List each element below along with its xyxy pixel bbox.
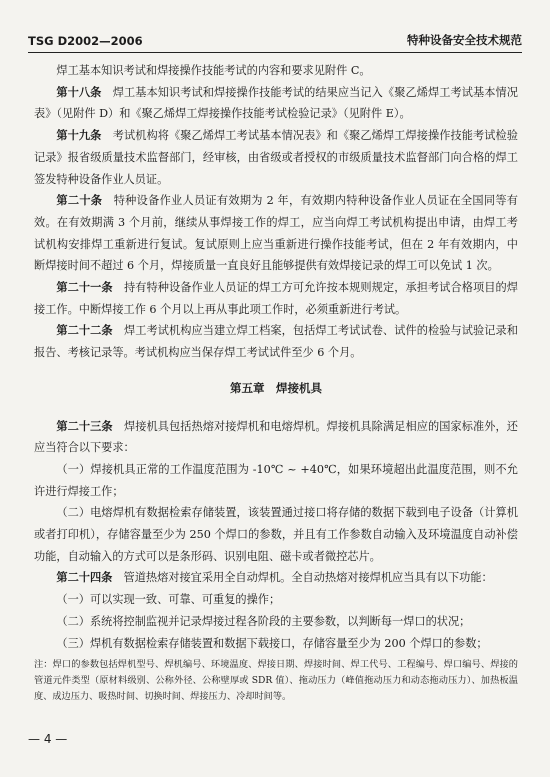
article-label: 第十九条 xyxy=(56,129,102,143)
article-text: 焊工基本知识考试和焊接操作技能考试的结果应当记入《聚乙烯焊工考试基本情况表》（见附件 D）和《聚乙烯焊工焊接操作技能考试检验记录》（见附件 E）。 xyxy=(34,85,518,121)
article-18 xyxy=(34,82,518,125)
article-label: 第二十三条 xyxy=(56,419,113,433)
standard-code: TSG D2002—2006 xyxy=(28,34,143,48)
list-item: （三）焊机有数据检索存储装置和数据下载接口，存储容量至少为 200 个焊口的参数； xyxy=(56,636,488,650)
series-title: 特种设备安全技术规范 xyxy=(407,33,522,47)
page-body xyxy=(34,60,518,705)
list-item: （一）可以实现一致、可靠、可重复的操作； xyxy=(56,593,281,607)
article-text: 管道热熔对接宜采用全自动焊机。全自动热熔对接焊机应当具有以下功能： xyxy=(123,571,493,585)
list-item: （二）系统将控制监视并记录焊接过程各阶段的主要参数，以判断每一焊口的状况； xyxy=(56,614,471,628)
article-21 xyxy=(34,277,518,320)
article-label: 第十八条 xyxy=(56,85,102,99)
article-text: 焊接机具包括热熔对接焊机和电熔焊机。焊接机具除满足相应的国家标准外，还应当符合以下要求： xyxy=(34,419,518,455)
article-text: 考试机构将《聚乙烯焊工考试基本情况表》和《聚乙烯焊工焊接操作技能考试检验记录》报省级质量技术监督部门，经审核，由省级或者授权的市级质量技术监督部门向合格的焊工签发特种设备作业人员证。 xyxy=(34,129,518,186)
article-text: 焊工考试机构应当建立焊工档案，包括焊工考试试卷、试件的检验与试验记录和报告、考核记录等。考试机构应当保存焊工考试试件至少 6 个月。 xyxy=(34,324,518,360)
article-label: 第二十一条 xyxy=(56,281,113,295)
paragraph xyxy=(34,60,518,82)
chapter-heading: 第五章 焊接机具 xyxy=(230,380,322,395)
footnote: 注：焊口的参数包括焊机型号、焊机编号、环境温度、焊接日期、焊接时间、焊工代号、工程编号、焊口编号、焊接的管道元件类型（原材料级别、公称外径、公称壁厚或 SDR 值）、拖动压力（峰值拖动压力和动态拖动压力）、加热板温度、成边压力、吸热时间、切换时间、焊接压力、冷却时间等。 xyxy=(34,659,518,703)
article-label: 第二十四条 xyxy=(56,571,113,585)
list-item: （一）焊接机具正常的工作温度范围为 -10℃ ~ +40℃，如果环境超出此温度范围，则不允许进行焊接工作； xyxy=(34,462,518,498)
paragraph-text: 焊工基本知识考试和焊接操作技能考试的内容和要求见附件 C。 xyxy=(56,64,371,77)
article-20 xyxy=(34,190,518,277)
article-text: 特种设备作业人员证有效期为 2 年，有效期内特种设备作业人员证在全国同等有效。在有效期满 3 个月前，继续从事焊接工作的焊工，应当向焊工考试机构提出申请，由焊工考试机构安排焊工重新进行复试。复试原则上应当重新进行操作技能考试，但在 2 年有效期内，中断焊接时间不超过 6 个月，焊接质量一直良好且能够提供有效焊接记录的焊工可以免试 1 次。 xyxy=(34,194,518,273)
article-24 xyxy=(34,567,518,589)
article-19 xyxy=(34,125,518,190)
article-label: 第二十二条 xyxy=(56,324,113,338)
article-label: 第二十条 xyxy=(56,194,103,208)
article-23 xyxy=(34,416,518,459)
article-22 xyxy=(34,320,518,363)
page-number: — 4 — xyxy=(28,732,68,746)
running-header xyxy=(28,30,522,53)
list-item: （二）电熔焊机有数据检索存储装置，该装置通过接口将存储的数据下载到电子设备（计算机或者打印机），存储容量至少为 250 个焊口的参数，并且有工作参数自动输入及环境温度自动补偿功能，自动输入的方式可以是条形码、识别电阻、磁卡或者微控芯片。 xyxy=(34,506,518,563)
article-text: 持有特种设备作业人员证的焊工方可允许按本规则规定，承担考试合格项目的焊接工作。中断焊接工作 6 个月以上再从事此项工作时，必须重新进行考试。 xyxy=(34,281,518,316)
